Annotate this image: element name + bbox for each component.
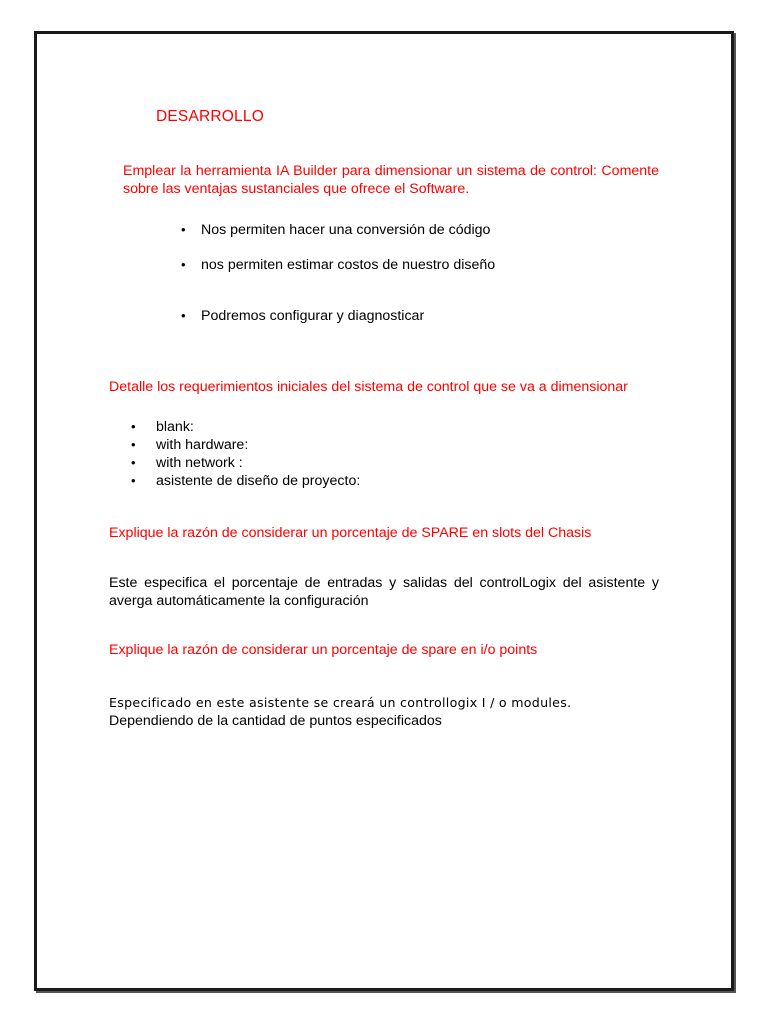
answer-spare-slots: Este especifica el porcentaje de entradas y salidas del controlLogix del asistente y averga automáticamente la configuración bbox=[109, 575, 659, 609]
bullet-icon: • bbox=[181, 308, 186, 323]
bullet-icon: • bbox=[181, 222, 186, 237]
requirement-text: with hardware: bbox=[156, 437, 249, 453]
question-requirements: Detalle los requerimientos iniciales del sistema de control que se va a dimensionar bbox=[109, 379, 628, 395]
bullet-icon: • bbox=[131, 419, 136, 434]
question-spare-slots: Explique la razón de considerar un porcentaje de SPARE en slots del Chasis bbox=[109, 525, 592, 541]
advantage-text: Podremos configurar y diagnosticar bbox=[201, 308, 425, 324]
requirement-text: asistente de diseño de proyecto: bbox=[156, 473, 361, 489]
answer-line: Dependiendo de la cantidad de puntos especificados bbox=[109, 713, 442, 729]
requirement-text: blank: bbox=[156, 419, 194, 435]
advantage-text: Nos permiten hacer una conversión de código bbox=[201, 222, 491, 238]
answer-line: Especificado en este asistente se creará un controllogix I / o modules. bbox=[109, 695, 572, 710]
bullet-icon: • bbox=[131, 437, 136, 452]
question-ia-builder: Emplear la herramienta IA Builder para dimensionar un sistema de control: Comente sobre las ventajas sustanciales que ofrece el Software. bbox=[123, 163, 659, 197]
question-spare-io: Explique la razón de considerar un porcentaje de spare en i/o points bbox=[109, 642, 538, 658]
requirement-text: with network : bbox=[156, 455, 243, 471]
bullet-icon: • bbox=[131, 455, 136, 470]
answer-spare-io bbox=[109, 694, 659, 730]
bullet-icon: • bbox=[131, 473, 136, 488]
advantage-text: nos permiten estimar costos de nuestro diseño bbox=[201, 257, 496, 273]
bullet-icon: • bbox=[181, 257, 186, 272]
section-heading: DESARROLLO bbox=[156, 108, 264, 125]
